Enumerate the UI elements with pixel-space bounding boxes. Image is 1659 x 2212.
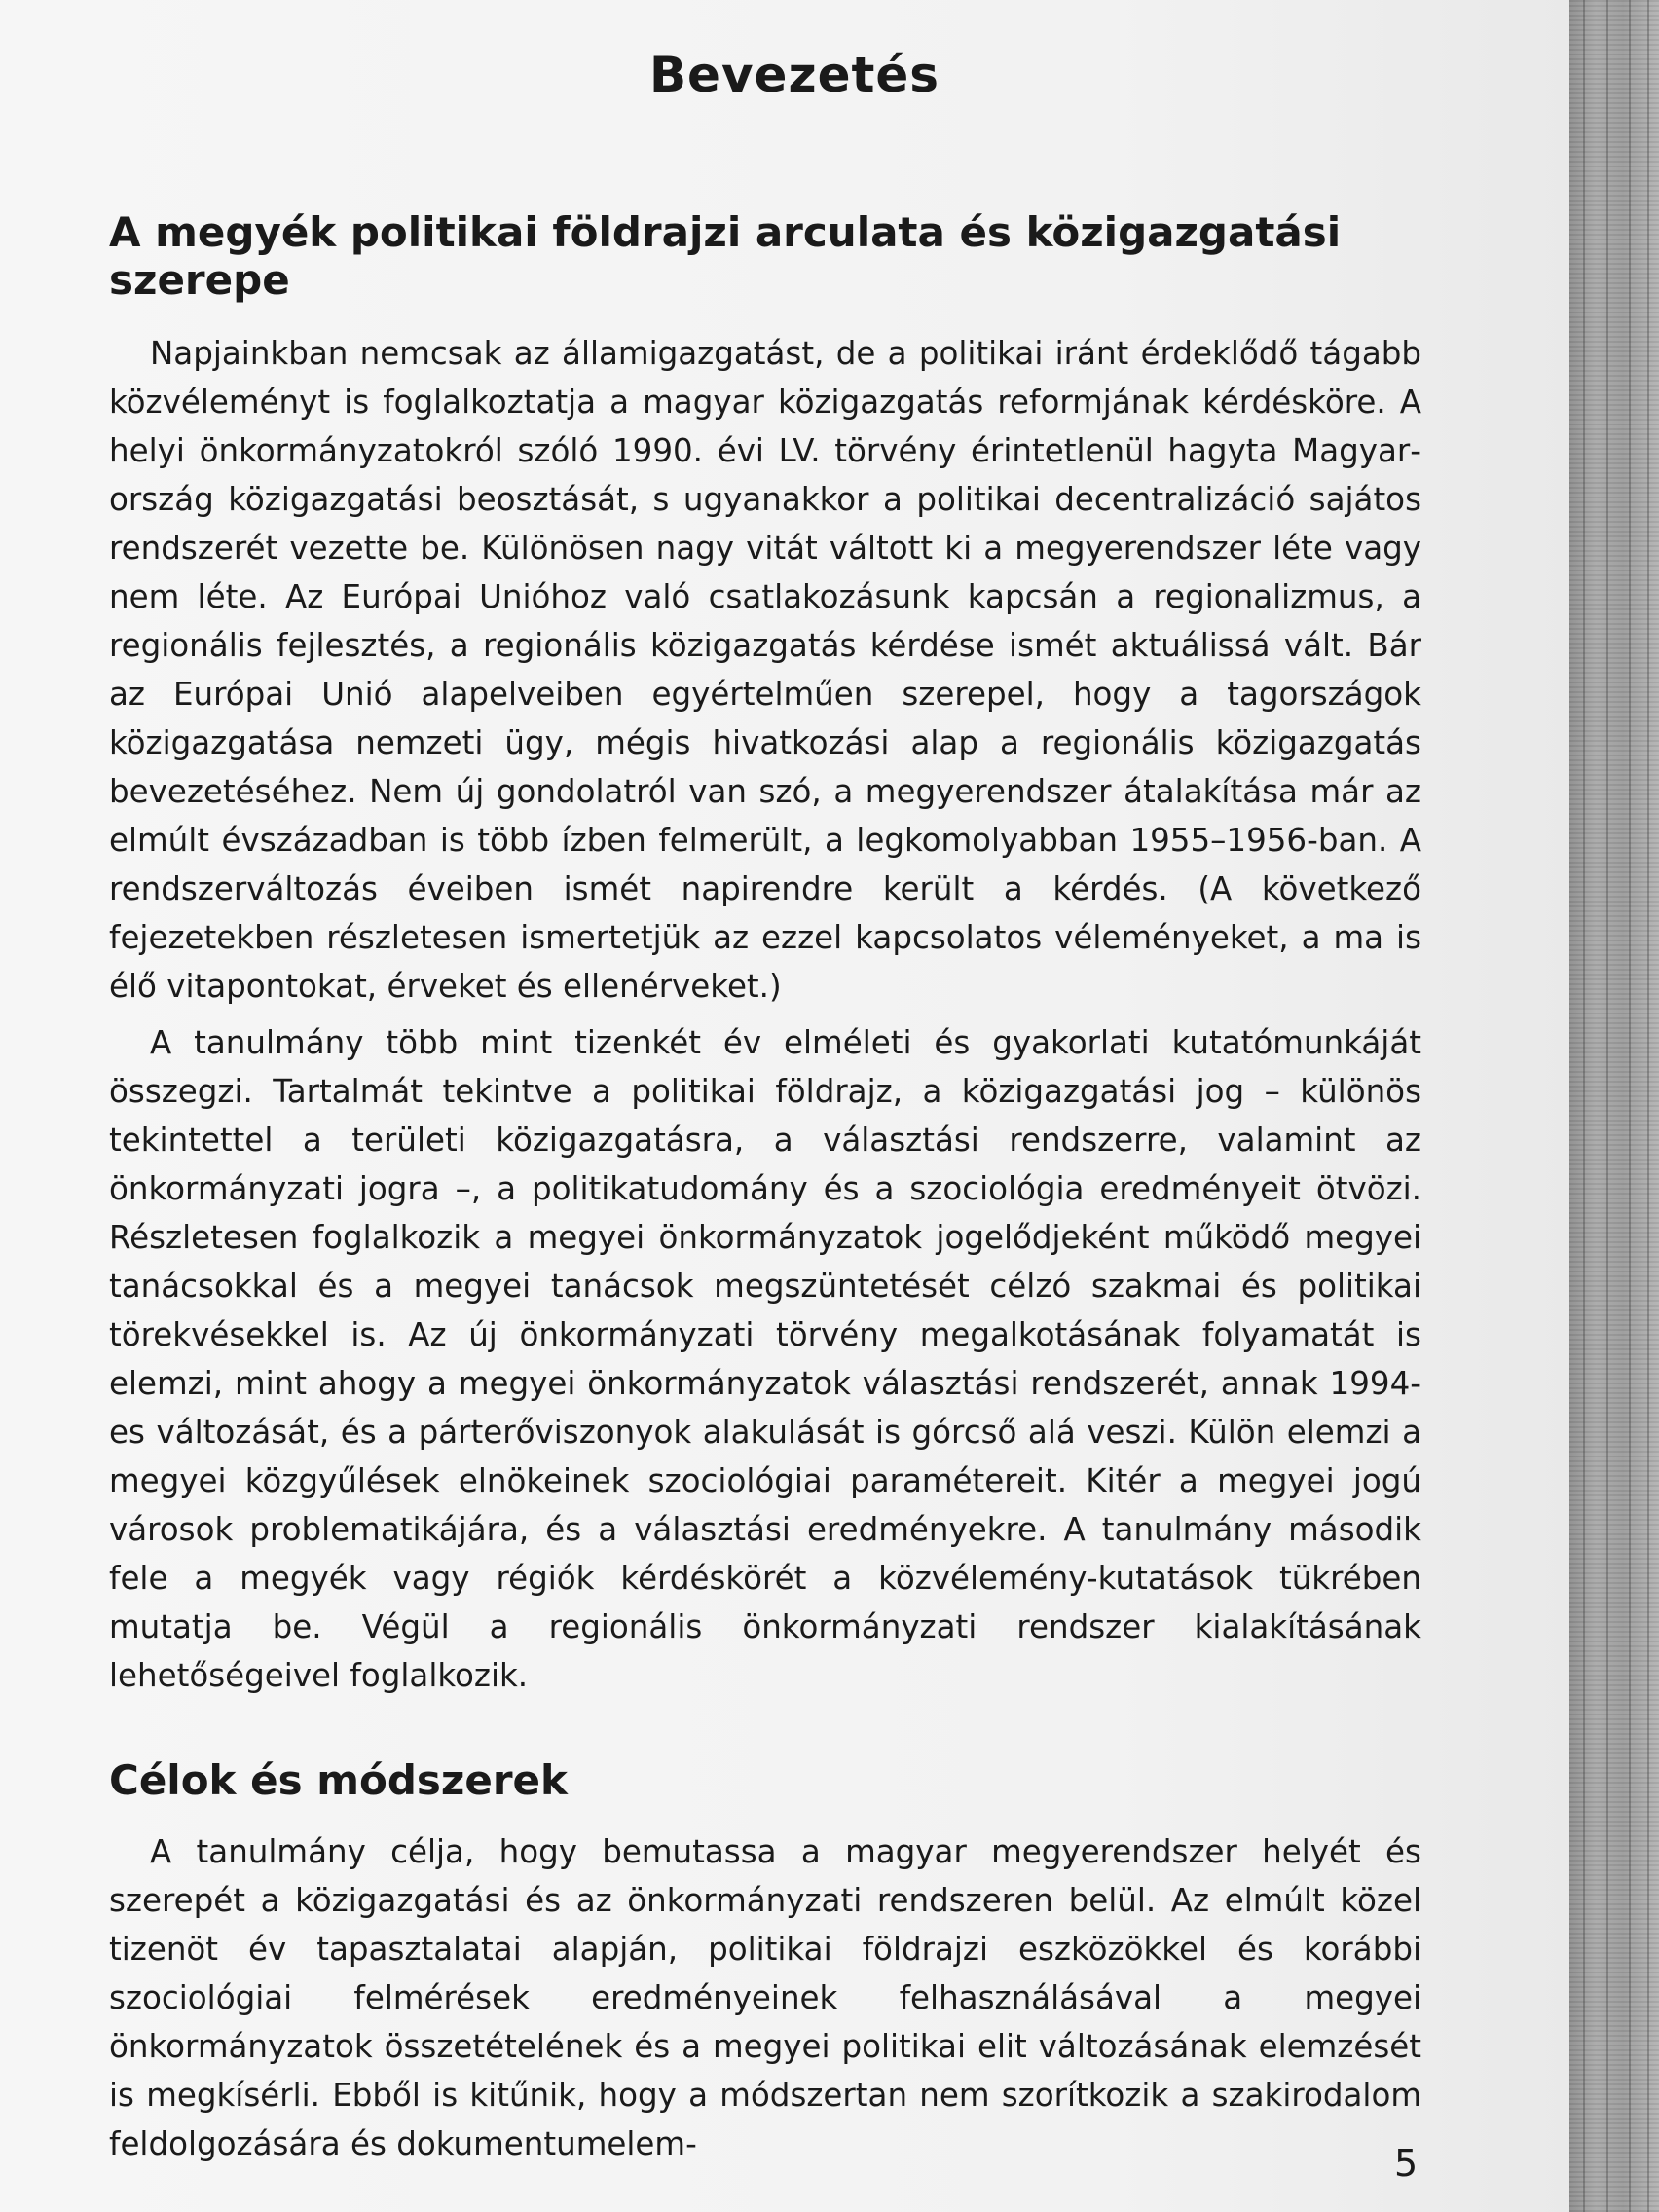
book-binding-edge bbox=[1569, 0, 1659, 2212]
binding-line bbox=[1629, 0, 1631, 2212]
binding-line bbox=[1606, 0, 1608, 2212]
chapter-heading: Bevezetés bbox=[648, 47, 940, 103]
section-title-megyek: A megyék politikai földrajzi arculata és közigazgatási szerepe bbox=[109, 208, 1342, 304]
section-title-celok: Célok és módszerek bbox=[109, 1756, 568, 1804]
paragraph-intro: Napjainkban nemcsak az államigazgatást, de a politikai iránt érdeklődő tágabb közvéleményt is foglalkoztatja a magyar közigazgatás reformjának kérdésköre. A helyi önkormányzatokról szóló 1990. évi LV. törvény érintetlenül hagyta Magyarország közigazgatási beosztását, s ugyanakkor a politikai decentralizáció sajátos rendszerét vezette be. Különösen nagy vitát váltott ki a megyerendszer léte vagy nem léte. Az Európai Unióhoz való csatlakozásunk kapcsán a regionalizmus, a regionális fejlesztés, a regionális közigazgatás kérdése ismét aktuálissá vált. Bár az Európai Unió alapelveiben egyértelműen szerepel, hogy a tagországok közigazgatása nemzeti ügy, mégis hivatkozási alap a regionális közigazgatás bevezetéséhez. Nem új gondolatról van szó, a megyerendszer átalakítása már az elmúlt évszázadban is több ízben felmerült, a legkomolyabban 1955–1956-ban. A rendszerváltozás éveiben ismét napirendre került a kérdés. (A következő fejezetekben részletesen ismertetjük az ezzel kapcsolatos véleményeket, a ma is élő vitapontokat, érveket és ellenérveket.) bbox=[109, 335, 1421, 1005]
paragraph-tanulmany: A tanulmány több mint tizenkét év elméleti és gyakorlati kutatómunkáját összegzi. Tartalmát tekintve a politikai földrajz, a közigazgatási jog – különös tekintettel a területi közigazgatásra, a választási rendszerre, valamint az önkormányzati jogra –, a politikatudomány és a szociológia eredményeit ötvözi. Részletesen foglalkozik a megyei önkormányzatok jogelődjeként működő megyei tanácsokkal és a megyei tanácsok megszüntetését célzó szakmai és politikai törekvésekkel is. Az új önkormányzati törvény megalkotásának folyamatát is elemzi, mint ahogy a megyei önkormányzatok választási rendszerét, annak 1994-es változását, és a párterőviszonyok alakulását is górcső alá veszi. Külön elemzi a megyei közgyűlések elnökeinek szociológiai paramétereit. Kitér a megyei jogú városok problematikájára, és a választási eredményekre. A tanulmány második fele a megyék vagy régiók kérdéskörét a közvélemény-kutatások tükrében mutatja be. Végül a regionális önkormányzati rendszer kialakításának lehetőségeivel foglalkozik. bbox=[109, 1024, 1421, 1694]
binding-line bbox=[1647, 0, 1649, 2212]
paragraph-celok: A tanulmány célja, hogy bemutassa a magyar megyerendszer helyét és szerepét a közigazgatási és az önkormányzati rendszeren belül. Az elmúlt közel tizenöt év tapasztalatai alapján, politikai földrajzi eszközökkel és korábbi szociológiai felmérések eredményeinek felhasználásával a megyei önkormányzatok összetételének és a megyei politikai elit változásának elemzését is megkísérli. Ebből is kitűnik, hogy a módszertan nem szorítkozik a szakirodalom feldolgozására és dokumentumelem- bbox=[109, 1833, 1421, 2162]
page-number: 5 bbox=[1394, 2142, 1419, 2185]
page-content bbox=[109, 39, 1421, 2168]
binding-line bbox=[1583, 0, 1585, 2212]
